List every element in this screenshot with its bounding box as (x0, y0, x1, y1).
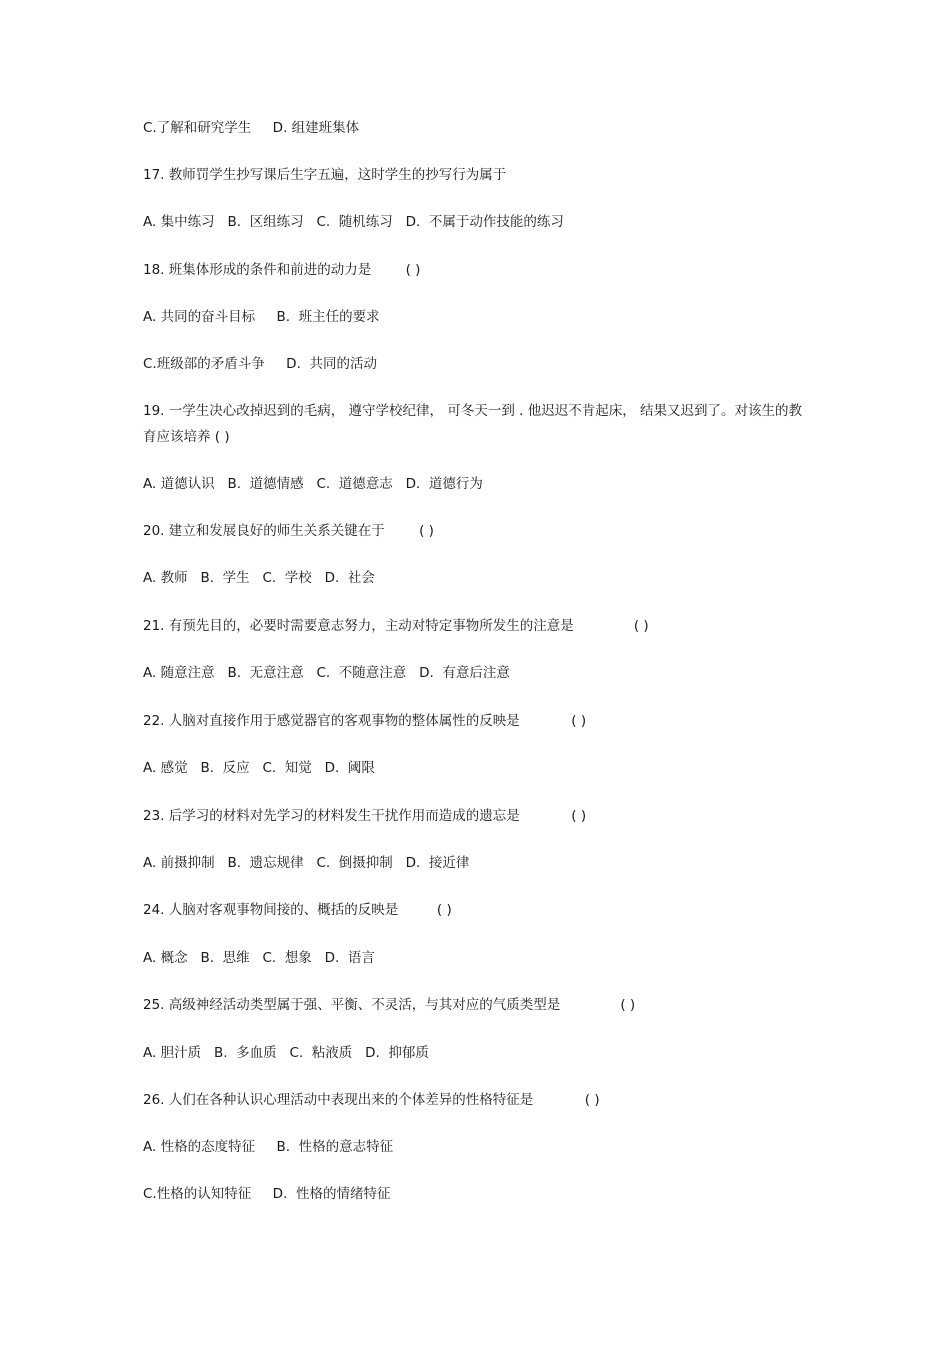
options-21: A. 随意注意 B. 无意注意 C. 不随意注意 D. 有意后注意 (143, 665, 510, 681)
options-24: A. 概念 B. 思维 C. 想象 D. 语言 (143, 950, 375, 966)
options-25: A. 胆汁质 B. 多血质 C. 粘液质 D. 抑郁质 (143, 1045, 429, 1061)
options-20: A. 教师 B. 学生 C. 学校 D. 社会 (143, 570, 375, 586)
question-24: 24. 人脑对客观事物间接的、概括的反映是 ( ) (143, 902, 452, 918)
options-17: A. 集中练习 B. 区组练习 C. 随机练习 D. 不属于动作技能的练习 (143, 214, 564, 230)
options-26-b: C.性格的认知特征 D. 性格的情绪特征 (143, 1186, 391, 1202)
options-19: A. 道德认识 B. 道德情感 C. 道德意志 D. 道德行为 (143, 476, 483, 492)
options-22: A. 感觉 B. 反应 C. 知觉 D. 阈限 (143, 760, 375, 776)
option-line-16: C.了解和研究学生 D. 组建班集体 (143, 120, 360, 136)
question-18: 18. 班集体形成的条件和前进的动力是 ( ) (143, 262, 421, 278)
options-18-a: A. 共同的奋斗目标 B. 班主任的要求 (143, 309, 380, 325)
options-18-b: C.班级部的矛盾斗争 D. 共同的活动 (143, 356, 377, 372)
question-26: 26. 人们在各种认识心理活动中表现出来的个体差异的性格特征是 ( ) (143, 1092, 600, 1108)
question-20: 20. 建立和发展良好的师生关系关键在于 ( ) (143, 523, 434, 539)
question-23: 23. 后学习的材料对先学习的材料发生干扰作用而造成的遗忘是 ( ) (143, 808, 587, 824)
question-22: 22. 人脑对直接作用于感觉器官的客观事物的整体属性的反映是 ( ) (143, 713, 587, 729)
options-23: A. 前摄抑制 B. 遗忘规律 C. 倒摄抑制 D. 接近律 (143, 855, 470, 871)
question-25: 25. 高级神经活动类型属于强、平衡、不灵活，与其对应的气质类型是 ( ) (143, 997, 636, 1013)
question-19: 19. 一学生决心改掉迟到的毛病， 遵守学校纪律， 可冬天一到 . 他迟迟不肯起床， 结果又迟到了。对该生的教育应该培养 ( ) (143, 403, 803, 445)
options-26-a: A. 性格的态度特征 B. 性格的意志特征 (143, 1139, 394, 1155)
question-17: 17. 教师罚学生抄写课后生字五遍，这时学生的抄写行为属于 (143, 167, 507, 183)
question-21: 21. 有预先目的，必要时需要意志努力，主动对特定事物所发生的注意是 ( ) (143, 618, 649, 634)
